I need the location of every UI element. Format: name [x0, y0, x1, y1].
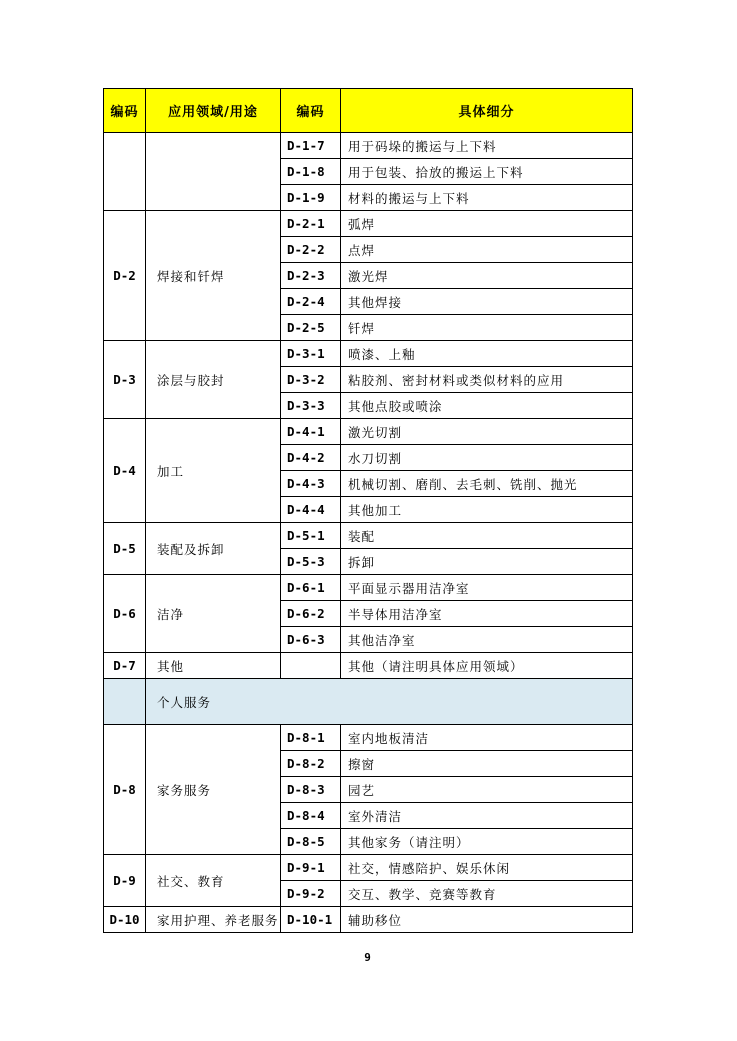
detail-cell: 其他加工	[341, 497, 633, 523]
detail-cell: 其他家务（请注明）	[341, 829, 633, 855]
detail-cell: 装配	[341, 523, 633, 549]
detail-cell: 激光焊	[341, 263, 633, 289]
table-row	[104, 725, 633, 751]
section-label: 个人服务	[146, 679, 633, 725]
sub-code-cell: D-3-3	[281, 393, 341, 419]
sub-code-cell: D-6-1	[281, 575, 341, 601]
table-row	[104, 211, 633, 237]
detail-cell: 用于包装、拾放的搬运上下料	[341, 159, 633, 185]
detail-cell: 室外清洁	[341, 803, 633, 829]
sub-code-cell: D-1-8	[281, 159, 341, 185]
table-row	[104, 419, 633, 445]
category-cell: 家务服务	[146, 725, 281, 855]
category-cell: 家用护理、养老服务	[146, 907, 281, 933]
group-code-cell: D-10	[104, 907, 146, 933]
detail-cell: 平面显示器用洁净室	[341, 575, 633, 601]
group-code-cell: D-4	[104, 419, 146, 523]
table-row	[104, 341, 633, 367]
sub-code-cell: D-6-3	[281, 627, 341, 653]
sub-code-cell: D-2-5	[281, 315, 341, 341]
detail-cell: 粘胶剂、密封材料或类似材料的应用	[341, 367, 633, 393]
table-header	[104, 89, 633, 133]
sub-code-cell: D-8-4	[281, 803, 341, 829]
detail-cell: 擦窗	[341, 751, 633, 777]
sub-code-cell: D-2-3	[281, 263, 341, 289]
sub-code-cell: D-2-2	[281, 237, 341, 263]
detail-cell: 其他洁净室	[341, 627, 633, 653]
group-code-cell: D-7	[104, 653, 146, 679]
page-number: 9	[364, 951, 371, 964]
table-row	[104, 855, 633, 881]
header-row	[104, 89, 633, 133]
header-code-2: 编码	[281, 89, 341, 133]
sub-code-cell: D-1-9	[281, 185, 341, 211]
category-cell: 洁净	[146, 575, 281, 653]
sub-code-cell: D-9-1	[281, 855, 341, 881]
group-code-cell: D-3	[104, 341, 146, 419]
section-code-cell	[104, 679, 146, 725]
table-row	[104, 133, 633, 159]
detail-cell: 点焊	[341, 237, 633, 263]
sub-code-cell: D-4-3	[281, 471, 341, 497]
group-code-cell	[104, 133, 146, 211]
detail-cell: 喷漆、上釉	[341, 341, 633, 367]
sub-code-cell: D-5-1	[281, 523, 341, 549]
detail-cell: 其他（请注明具体应用领域）	[341, 653, 633, 679]
detail-cell: 园艺	[341, 777, 633, 803]
sub-code-cell: D-2-4	[281, 289, 341, 315]
category-cell: 社交、教育	[146, 855, 281, 907]
group-code-cell: D-5	[104, 523, 146, 575]
sub-code-cell: D-9-2	[281, 881, 341, 907]
sub-code-cell: D-6-2	[281, 601, 341, 627]
sub-code-cell: D-5-3	[281, 549, 341, 575]
sub-code-cell: D-3-2	[281, 367, 341, 393]
sub-code-cell: D-10-1	[281, 907, 341, 933]
group-code-cell: D-9	[104, 855, 146, 907]
header-code-1: 编码	[104, 89, 146, 133]
category-cell: 装配及拆卸	[146, 523, 281, 575]
category-cell: 焊接和钎焊	[146, 211, 281, 341]
category-cell: 加工	[146, 419, 281, 523]
sub-code-cell: D-2-1	[281, 211, 341, 237]
detail-cell: 机械切割、磨削、去毛刺、铣削、抛光	[341, 471, 633, 497]
detail-cell: 半导体用洁净室	[341, 601, 633, 627]
detail-cell: 辅助移位	[341, 907, 633, 933]
sub-code-cell: D-4-2	[281, 445, 341, 471]
detail-cell: 弧焊	[341, 211, 633, 237]
table-row	[104, 653, 633, 679]
detail-cell: 激光切割	[341, 419, 633, 445]
group-code-cell: D-8	[104, 725, 146, 855]
sub-code-cell: D-8-1	[281, 725, 341, 751]
group-code-cell: D-2	[104, 211, 146, 341]
sub-code-cell: D-8-5	[281, 829, 341, 855]
sub-code-cell: D-1-7	[281, 133, 341, 159]
sub-code-cell: D-8-3	[281, 777, 341, 803]
header-application-field: 应用领域/用途	[146, 89, 281, 133]
sub-code-cell: D-8-2	[281, 751, 341, 777]
detail-cell: 其他点胶或喷涂	[341, 393, 633, 419]
detail-cell: 钎焊	[341, 315, 633, 341]
sub-code-cell	[281, 653, 341, 679]
sub-code-cell: D-4-4	[281, 497, 341, 523]
detail-cell: 材料的搬运与上下料	[341, 185, 633, 211]
detail-cell: 用于码垛的搬运与上下料	[341, 133, 633, 159]
detail-cell: 室内地板清洁	[341, 725, 633, 751]
section-divider-row	[104, 679, 633, 725]
detail-cell: 其他焊接	[341, 289, 633, 315]
table-row	[104, 523, 633, 549]
detail-cell: 社交，情感陪护、娱乐休闲	[341, 855, 633, 881]
table-row	[104, 907, 633, 933]
sub-code-cell: D-3-1	[281, 341, 341, 367]
application-table	[103, 88, 633, 933]
group-code-cell: D-6	[104, 575, 146, 653]
detail-cell: 交互、教学、竞赛等教育	[341, 881, 633, 907]
category-cell: 其他	[146, 653, 281, 679]
table-body	[104, 133, 633, 933]
category-cell	[146, 133, 281, 211]
category-cell: 涂层与胶封	[146, 341, 281, 419]
detail-cell: 拆卸	[341, 549, 633, 575]
detail-cell: 水刀切割	[341, 445, 633, 471]
sub-code-cell: D-4-1	[281, 419, 341, 445]
header-detail: 具体细分	[341, 89, 633, 133]
table-row	[104, 575, 633, 601]
